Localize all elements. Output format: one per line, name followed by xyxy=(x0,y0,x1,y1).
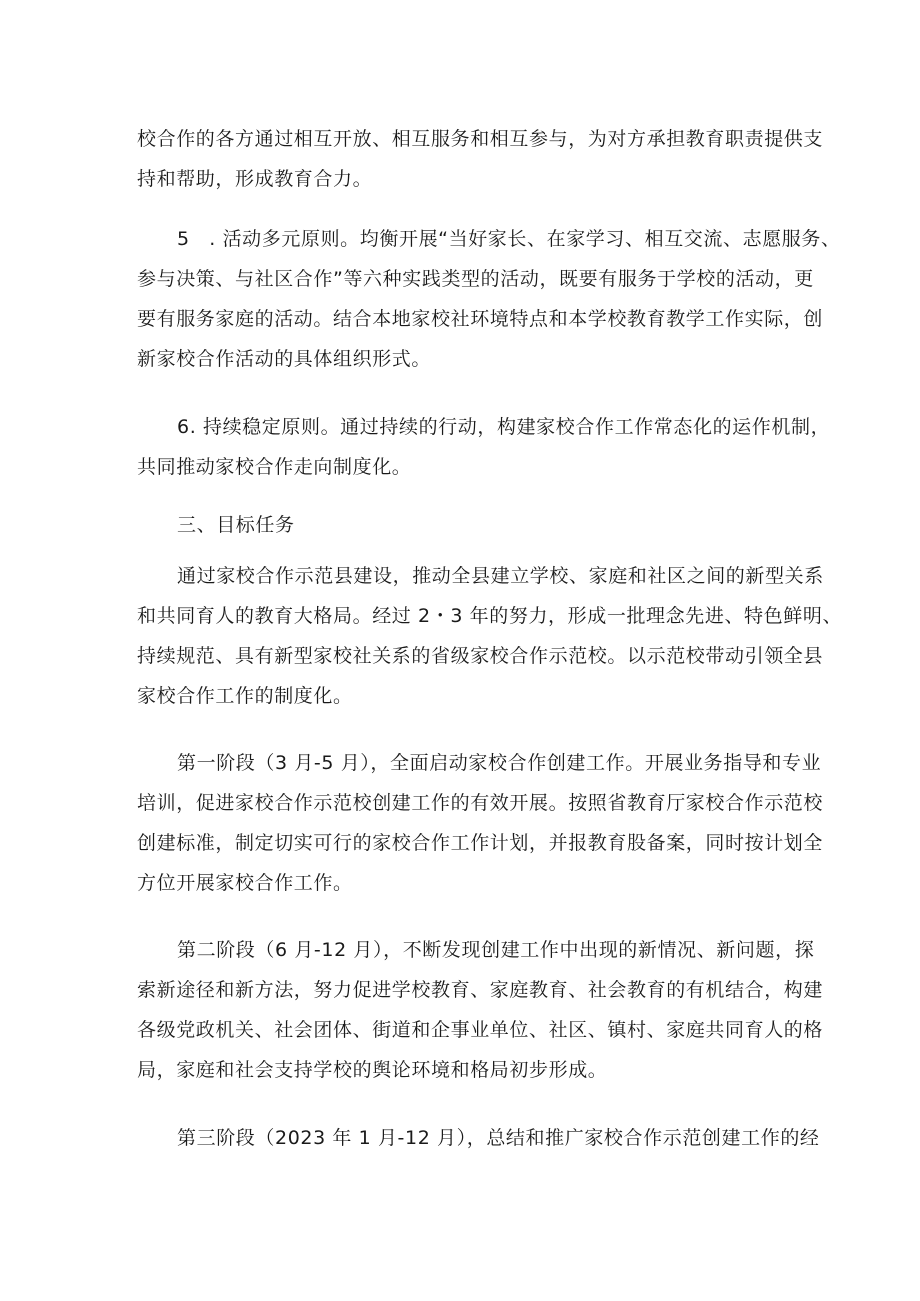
text-line: 培训，促进家校合作示范校创建工作的有效开展。按照省教育厅家校合作示范校 xyxy=(137,792,824,814)
text-line: 5 . 活动多元原则。均衡开展“当好家长、在家学习、相互交流、志愿服务、 xyxy=(177,228,841,250)
paragraph-principle-6 xyxy=(137,407,831,487)
text-line: 和共同育人的教育大格局。经过 2・3 年的努力，形成一批理念先进、特色鲜明、 xyxy=(137,605,843,627)
text-line: 新家校合作活动的具体组织形式。 xyxy=(137,348,432,370)
text-line: 6. 持续稳定原则。通过持续的行动，构建家校合作工作常态化的运作机制， xyxy=(177,416,831,438)
text-line: 第三阶段（2023 年 1 月-12 月），总结和推广家校合作示范创建工作的经 xyxy=(177,1127,820,1149)
text-line: 局，家庭和社会支持学校的舆论环境和格局初步形成。 xyxy=(137,1059,608,1081)
paragraph-continuation xyxy=(137,119,824,199)
text-line: 通过家校合作示范县建设，推动全县建立学校、家庭和社区之间的新型关系 xyxy=(177,565,824,587)
paragraph-principle-5 xyxy=(137,219,841,379)
text-line: 持续规范、具有新型家校社关系的省级家校合作示范校。以示范校带动引领全县 xyxy=(137,645,824,667)
text-line: 三、目标任务 xyxy=(177,514,295,536)
text-line: 第一阶段（3 月-5 月），全面启动家校合作创建工作。开展业务指导和专业 xyxy=(177,752,822,774)
text-line: 持和帮助，形成教育合力。 xyxy=(137,168,373,190)
paragraph-goals xyxy=(137,556,843,716)
text-line: 要有服务家庭的活动。结合本地家校社环境特点和本学校教育教学工作实际，创 xyxy=(137,308,824,330)
paragraph-stage-3 xyxy=(137,1118,820,1158)
text-line: 参与决策、与社区合作”等六种实践类型的活动，既要有服务于学校的活动，更 xyxy=(137,268,814,290)
text-line: 校合作的各方通过相互开放、相互服务和相互参与，为对方承担教育职责提供支 xyxy=(137,128,824,150)
paragraph-stage-2 xyxy=(137,930,824,1090)
text-line: 索新途径和新方法，努力促进学校教育、家庭教育、社会教育的有机结合，构建 xyxy=(137,979,824,1001)
section-heading xyxy=(137,505,797,545)
text-line: 第二阶段（6 月-12 月），不断发现创建工作中出现的新情况、新问题，探 xyxy=(177,939,815,961)
text-line: 方位开展家校合作工作。 xyxy=(137,872,353,894)
paragraph-stage-1 xyxy=(137,743,824,903)
text-line: 共同推动家校合作走向制度化。 xyxy=(137,456,412,478)
text-line: 家校合作工作的制度化。 xyxy=(137,685,353,707)
text-line: 各级党政机关、社会团体、街道和企事业单位、社区、镇村、家庭共同育人的格 xyxy=(137,1019,824,1041)
text-line: 创建标准，制定切实可行的家校合作工作计划，并报教育股备案，同时按计划全 xyxy=(137,832,824,854)
